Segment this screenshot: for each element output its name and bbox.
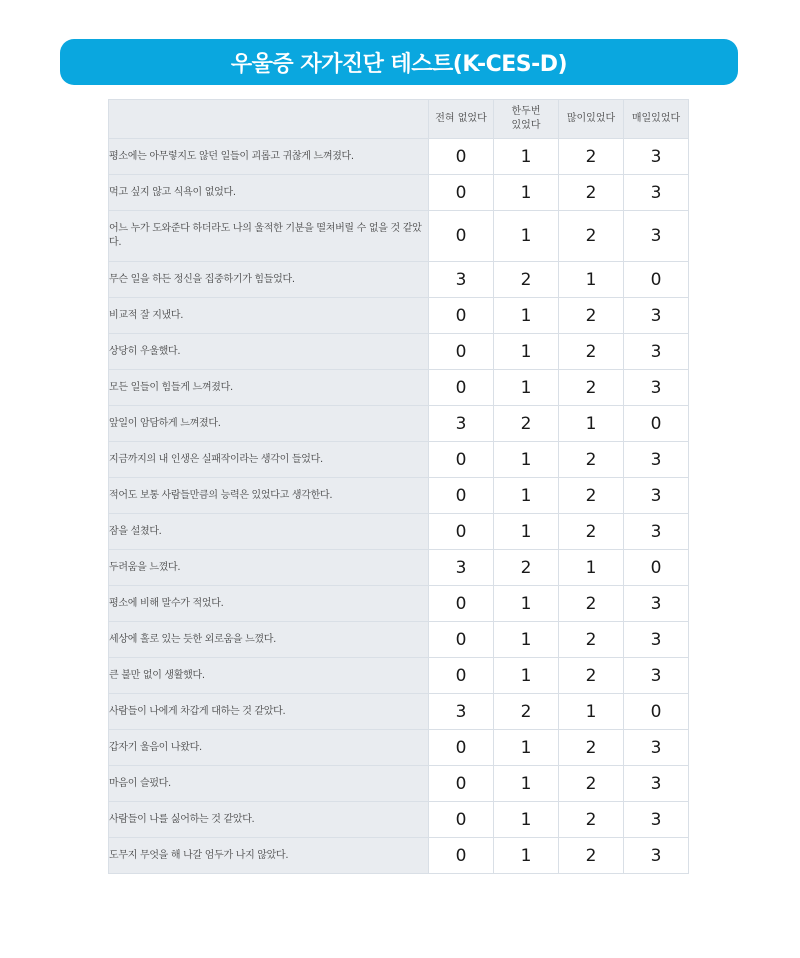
score-cell[interactable]: 0 — [429, 586, 494, 622]
score-cell[interactable]: 0 — [429, 139, 494, 175]
table-row — [109, 730, 689, 766]
cesd-table — [108, 99, 689, 874]
question-text: 앞일이 암담하게 느껴졌다. — [109, 406, 429, 442]
score-cell[interactable]: 3 — [429, 406, 494, 442]
score-cell[interactable]: 0 — [429, 211, 494, 262]
score-cell[interactable]: 0 — [429, 370, 494, 406]
score-cell[interactable]: 1 — [559, 550, 624, 586]
score-cell[interactable]: 3 — [624, 622, 689, 658]
table-row — [109, 766, 689, 802]
option-header: 많이있었다 — [559, 100, 624, 139]
score-cell[interactable]: 1 — [559, 694, 624, 730]
score-cell[interactable]: 3 — [429, 262, 494, 298]
score-cell[interactable]: 0 — [429, 802, 494, 838]
score-cell[interactable]: 3 — [429, 550, 494, 586]
score-cell[interactable]: 3 — [624, 211, 689, 262]
score-cell[interactable]: 1 — [559, 262, 624, 298]
question-text: 지금까지의 내 인생은 실패작이라는 생각이 들었다. — [109, 442, 429, 478]
table-row — [109, 802, 689, 838]
score-cell[interactable]: 0 — [624, 262, 689, 298]
option-header: 전혀 없었다 — [429, 100, 494, 139]
score-cell[interactable]: 3 — [624, 802, 689, 838]
page-title: 우울증 자가진단 테스트(K-CES-D) — [230, 51, 568, 77]
table-row — [109, 478, 689, 514]
question-text: 상당히 우울했다. — [109, 334, 429, 370]
score-cell[interactable]: 0 — [429, 838, 494, 874]
question-text: 모든 일들이 힘들게 느껴졌다. — [109, 370, 429, 406]
score-cell[interactable]: 2 — [559, 802, 624, 838]
table-row — [109, 370, 689, 406]
score-cell[interactable]: 2 — [559, 298, 624, 334]
score-cell[interactable]: 1 — [494, 442, 559, 478]
score-cell[interactable]: 2 — [559, 514, 624, 550]
score-cell[interactable]: 2 — [494, 406, 559, 442]
question-text: 두려움을 느꼈다. — [109, 550, 429, 586]
question-text: 갑자기 울음이 나왔다. — [109, 730, 429, 766]
question-text: 도무지 무엇을 해 나갈 엄두가 나지 않았다. — [109, 838, 429, 874]
question-text: 세상에 홀로 있는 듯한 외로움을 느꼈다. — [109, 622, 429, 658]
score-cell[interactable]: 2 — [559, 622, 624, 658]
table-row — [109, 838, 689, 874]
score-cell[interactable]: 1 — [494, 370, 559, 406]
score-cell[interactable]: 0 — [429, 514, 494, 550]
score-cell[interactable]: 3 — [624, 838, 689, 874]
table-row — [109, 334, 689, 370]
score-cell[interactable]: 1 — [494, 211, 559, 262]
table-header-row — [109, 100, 689, 139]
question-text: 마음이 슬펐다. — [109, 766, 429, 802]
score-cell[interactable]: 0 — [429, 730, 494, 766]
score-cell[interactable]: 2 — [559, 478, 624, 514]
option-header — [494, 100, 559, 139]
score-cell[interactable]: 3 — [624, 139, 689, 175]
title-banner — [60, 39, 738, 85]
score-cell[interactable]: 0 — [429, 478, 494, 514]
score-cell[interactable]: 3 — [624, 370, 689, 406]
question-text: 큰 불만 없이 생활했다. — [109, 658, 429, 694]
question-text: 잠을 설쳤다. — [109, 514, 429, 550]
score-cell[interactable]: 3 — [624, 175, 689, 211]
score-cell[interactable]: 1 — [494, 658, 559, 694]
score-cell[interactable]: 3 — [624, 478, 689, 514]
score-cell[interactable]: 1 — [494, 139, 559, 175]
score-cell[interactable]: 0 — [429, 622, 494, 658]
table-row — [109, 514, 689, 550]
score-cell[interactable]: 2 — [494, 262, 559, 298]
question-text: 사람들이 나를 싫어하는 것 같았다. — [109, 802, 429, 838]
score-cell[interactable]: 1 — [559, 406, 624, 442]
table-row — [109, 694, 689, 730]
table-row — [109, 442, 689, 478]
table-row — [109, 298, 689, 334]
score-cell[interactable]: 2 — [559, 334, 624, 370]
score-cell[interactable]: 3 — [624, 658, 689, 694]
score-cell[interactable]: 1 — [494, 622, 559, 658]
score-cell[interactable]: 0 — [429, 334, 494, 370]
score-cell[interactable]: 1 — [494, 478, 559, 514]
score-cell[interactable]: 3 — [429, 694, 494, 730]
question-text: 비교적 잘 지냈다. — [109, 298, 429, 334]
score-cell[interactable]: 3 — [624, 586, 689, 622]
score-cell[interactable]: 0 — [429, 766, 494, 802]
score-cell[interactable]: 0 — [624, 406, 689, 442]
table-row — [109, 175, 689, 211]
score-cell[interactable]: 1 — [494, 802, 559, 838]
table-row — [109, 406, 689, 442]
score-cell[interactable]: 2 — [494, 550, 559, 586]
score-cell[interactable]: 3 — [624, 730, 689, 766]
score-cell[interactable]: 3 — [624, 298, 689, 334]
question-text: 평소에는 아무렇지도 않던 일들이 괴롭고 귀찮게 느껴졌다. — [109, 139, 429, 175]
score-cell[interactable]: 1 — [494, 334, 559, 370]
score-cell[interactable]: 2 — [559, 838, 624, 874]
score-cell[interactable]: 1 — [494, 586, 559, 622]
score-cell[interactable]: 0 — [429, 658, 494, 694]
score-cell[interactable]: 3 — [624, 766, 689, 802]
question-text: 먹고 싶지 않고 식욕이 없었다. — [109, 175, 429, 211]
question-text: 사람들이 나에게 차갑게 대하는 것 같았다. — [109, 694, 429, 730]
score-cell[interactable]: 2 — [559, 658, 624, 694]
score-cell[interactable]: 1 — [494, 298, 559, 334]
score-cell[interactable]: 3 — [624, 334, 689, 370]
table-row — [109, 262, 689, 298]
option-header: 매일있었다 — [624, 100, 689, 139]
score-cell[interactable]: 3 — [624, 514, 689, 550]
score-cell[interactable]: 1 — [494, 730, 559, 766]
score-cell[interactable]: 2 — [559, 442, 624, 478]
score-cell[interactable]: 2 — [494, 694, 559, 730]
score-cell[interactable]: 0 — [624, 694, 689, 730]
score-cell[interactable]: 2 — [559, 211, 624, 262]
score-cell[interactable]: 2 — [559, 586, 624, 622]
score-cell[interactable]: 2 — [559, 175, 624, 211]
table-row — [109, 139, 689, 175]
score-cell[interactable]: 2 — [559, 730, 624, 766]
score-cell[interactable]: 0 — [624, 550, 689, 586]
score-cell[interactable]: 1 — [494, 175, 559, 211]
option-header-line: 한두번 — [511, 106, 541, 117]
score-cell[interactable]: 0 — [429, 442, 494, 478]
score-cell[interactable]: 1 — [494, 514, 559, 550]
table-row — [109, 658, 689, 694]
score-cell[interactable]: 1 — [494, 766, 559, 802]
score-cell[interactable]: 1 — [494, 838, 559, 874]
table-row — [109, 586, 689, 622]
score-cell[interactable]: 2 — [559, 139, 624, 175]
question-text: 무슨 일을 하든 정신을 집중하기가 힘들었다. — [109, 262, 429, 298]
table-row — [109, 211, 689, 262]
score-cell[interactable]: 2 — [559, 370, 624, 406]
question-column-header — [109, 100, 429, 139]
score-cell[interactable]: 0 — [429, 175, 494, 211]
question-text: 적어도 보통 사람들만큼의 능력은 있었다고 생각한다. — [109, 478, 429, 514]
table-row — [109, 550, 689, 586]
option-header-line: 있었다 — [511, 120, 541, 131]
question-text: 평소에 비해 말수가 적었다. — [109, 586, 429, 622]
score-cell[interactable]: 2 — [559, 766, 624, 802]
score-cell[interactable]: 0 — [429, 298, 494, 334]
table-row — [109, 622, 689, 658]
score-cell[interactable]: 3 — [624, 442, 689, 478]
question-text: 어느 누가 도와준다 하더라도 나의 울적한 기분을 떨쳐버릴 수 없을 것 같았다. — [109, 211, 429, 262]
